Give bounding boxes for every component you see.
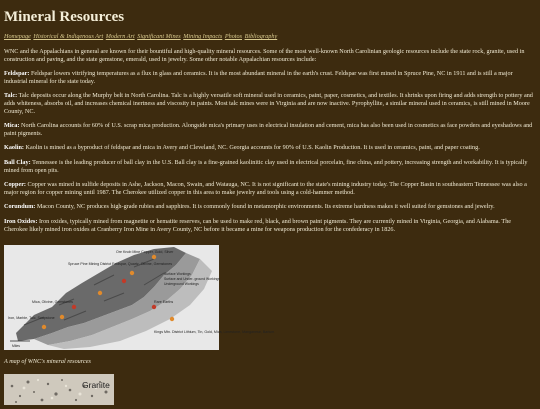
intro-paragraph: WNC and the Appalachians in general are known for their bountiful and high-quality mineral resources. Some of the most well-known North Carolinian geologic resources include the state rock, granite, used in construction and paving, and the state gemstone, emerald, used in jewelry. Some other notable Appalachian resources include: [4, 48, 525, 63]
map-label-rare-earths: Rare Earths [154, 300, 174, 304]
map-marker [170, 317, 174, 321]
map-marker [152, 305, 156, 309]
map-label-kings-mtn: Kings Mtn. District Lithium, Tin, Gold, Mica, Limestone, Manganese, Barium [154, 330, 275, 334]
mineral-resources-map [4, 245, 275, 350]
map-label-spruce-pine: Spruce Pine Mining District Feldspar, Quartz, Olivine, Gemstones [68, 262, 173, 266]
map-caption: A map of WNC's mineral resources [4, 358, 91, 365]
mineral-talc [4, 92, 536, 115]
mineral-description: Feldspar lowers vitrifying temperatures as a flux in glass and ceramics. It is the most abundant mineral in the earth's crust. Feldspar was first mined in Spruce Pine, NC in 1911 and is still a major industrial mineral for the state today. [4, 70, 513, 85]
mineral-name: Iron Oxides: [4, 217, 38, 225]
mineral-copper [4, 181, 536, 196]
nav-link-mining-impacts[interactable]: Mining Impacts [183, 33, 223, 40]
map-graphic [4, 245, 275, 350]
mineral-description: Iron oxides, typically mined from magnetite or hematite reserves, can be used to make red, black, and brown paint pigments. They are currently mined in Virginia, Georgia, and Alabama. The Cherokee likely mined iron oxides at Cranberry Iron Mine in Avery County, NC before it became a mine for weapons production for the confederacy in 1826. [4, 217, 512, 233]
mineral-name: Kaolin: [4, 144, 24, 152]
nav-link-historical-art[interactable]: Historical & Indigenous Art [33, 33, 104, 40]
mineral-description: Copper was mined in sulfide deposits in Ashe, Jackson, Macon, Swain, and Watauga, NC. It is not significant to the state's mining industry today. The Copper Basin in southeastern Tennessee was also a major region for copper mining until 1987. The Cherokee utilized copper in this area to make jewelry and tools using a cold-hammer method. [4, 181, 527, 196]
map-marker [130, 271, 134, 275]
nav-link-significant-mines[interactable]: Significant Mines [137, 33, 181, 40]
mineral-description: Talc deposits occur along the Murphy belt in North Carolina. Talc is a highly versatile soft mineral used in ceramics, paint, paper, cosmetics, and textiles. It shrinks upon firing and adds strength to pottery and adds whiteness, absorbs oil, and increases chemical inertness and viscosity in paints. Most talc mines were in Virginia and are now inactive. Pyrophyllite, a similar mineral used in ceramics, is still mined in Moore County, NC. [4, 92, 533, 115]
mineral-description: North Carolina accounts for 60% of U.S. scrap mica production. Alongside mica's primary uses in electrical insulation and cement, mica has also been used in cosmetics as face powders and eyeshadows and paint pigments. [4, 122, 533, 137]
map-marker [152, 255, 156, 259]
map-label-iron: Iron, Marble, Talc, Soapstone [8, 316, 55, 320]
nav-link-homepage[interactable]: Homepage [4, 33, 31, 40]
mineral-corundum [4, 203, 536, 211]
map-legend-3: Underground Workings [164, 282, 199, 286]
mineral-ball-clay [4, 159, 536, 174]
map-marker [122, 279, 126, 283]
map-marker [60, 315, 64, 319]
map-marker [72, 305, 76, 309]
nav-link-modern-art[interactable]: Modern Art [105, 33, 135, 40]
mineral-name: Copper: [4, 181, 26, 189]
map-label-ore-knob: Ore Knob Mine Copper, Gold, Silver [116, 250, 174, 254]
mineral-description: Macon County, NC produces high-grade rubies and sapphires. It is commonly found in metamorphic environments. Its extreme hardness makes it well suited for gemstones and jewelry. [36, 203, 495, 211]
mineral-description: Kaolin is mined as a byproduct of feldspar and mica in Avery and Cleveland, NC. Georgia accounts for 90% of U.S. Kaolin Production. It is used in ceramics, paint, and paper coating. [25, 144, 480, 152]
map-legend-1: Surface Workings [164, 272, 191, 276]
mineral-name: Ball Clay: [4, 158, 31, 166]
mineral-name: Talc: [4, 92, 18, 100]
mineral-name: Mica: [4, 122, 20, 130]
mineral-name: Feldspar: [4, 70, 30, 78]
map-legend-2: Surface and Under- ground Workings [164, 277, 221, 281]
page-title: Mineral Resources [4, 9, 125, 25]
granite-label: Granite [82, 380, 110, 390]
nav-bar [4, 33, 536, 41]
mineral-description: Tennessee is the leading producer of ball clay in the U.S. Ball clay is a fine-grained kaolinitic clay used in electrical porcelain, fine china, and pottery, increasing strength and workability. It is typically mined from open pits. [4, 158, 528, 174]
mineral-iron-oxides [4, 218, 536, 233]
map-label-mica: Mica, Olivine, Gemstones [32, 300, 73, 304]
mineral-kaolin [4, 144, 536, 152]
map-marker [42, 325, 46, 329]
nav-link-photos[interactable]: Photos [224, 33, 243, 40]
nav-link-bibliography[interactable]: Bibliography [244, 33, 278, 40]
mineral-feldspar [4, 70, 536, 85]
mineral-mica [4, 122, 536, 137]
map-marker [98, 291, 102, 295]
mineral-name: Corundum: [4, 203, 36, 211]
map-scale-label: Miles [12, 344, 20, 348]
